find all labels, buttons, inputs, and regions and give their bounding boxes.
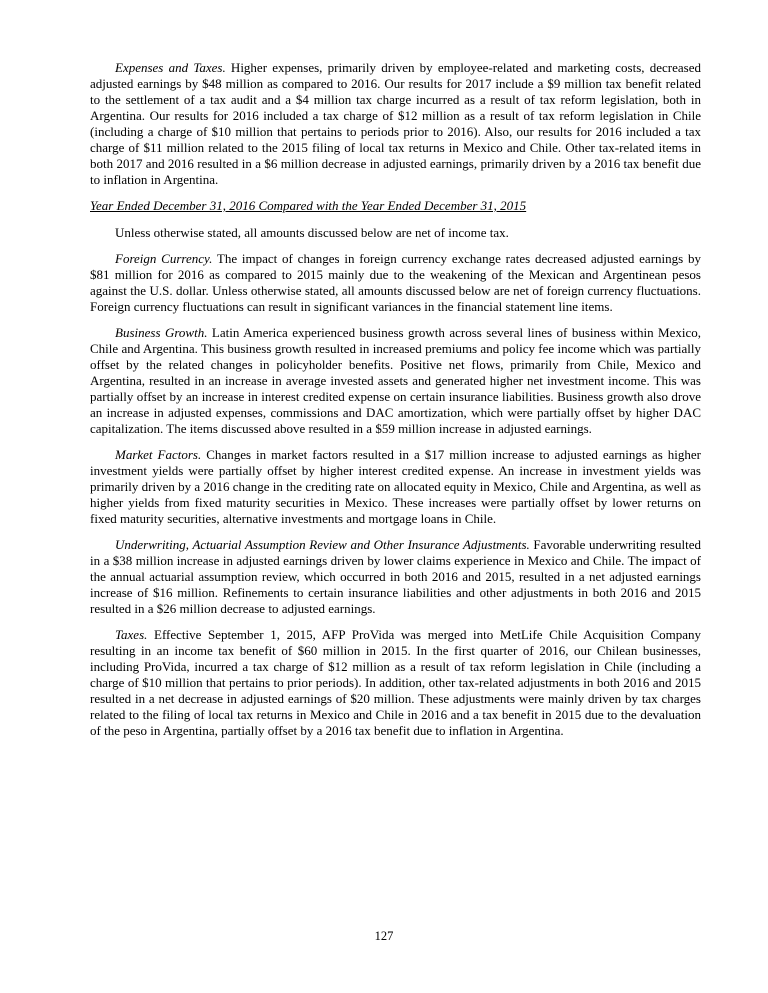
paragraph-taxes bbox=[90, 627, 701, 739]
section-heading: Year Ended December 31, 2016 Compared with the Year Ended December 31, 2015 bbox=[90, 198, 527, 213]
paragraph-body: Changes in market factors resulted in a $17 million increase to adjusted earnings as higher investment yields were partially offset by higher interest credited expense. An increase in investment yields was primarily driven by a 2016 change in the crediting rate on allocated equity in Mexico, Chile and Argentina, as well as higher yields from fixed maturity securities in Mexico. These increases were partially offset by lower returns on fixed maturity securities, alternative investments and mortgage loans in Chile. bbox=[90, 447, 702, 526]
paragraph-underwriting bbox=[90, 537, 701, 617]
page-content bbox=[90, 60, 701, 749]
paragraph-body: Higher expenses, primarily driven by employee-related and marketing costs, decreased adjusted earnings by $48 million as compared to 2016. Our results for 2017 include a $9 million tax benefit related to the settlement of a tax audit and a $4 million tax charge incurred as a result of tax reform legislation, both in Argentina. Our results for 2016 included a tax charge of $12 million as a result of tax reform legislation in Chile (including a charge of $10 million that pertains to periods prior to 2016). Also, our results for 2016 included a tax charge of $11 million related to the 2015 filing of local tax returns in Mexico and Chile. Other tax-related items in both 2017 and 2016 resulted in a $6 million decrease in adjusted earnings, primarily driven by a 2016 tax benefit due to inflation in Argentina. bbox=[90, 60, 701, 187]
paragraph-body: Unless otherwise stated, all amounts discussed below are net of income tax. bbox=[115, 225, 509, 240]
paragraph-body: Effective September 1, 2015, AFP ProVida was merged into MetLife Chile Acquisition Company resulting in an income tax benefit of $60 million in 2015. In the first quarter of 2016, our Chilean businesses, including ProVida, incurred a tax charge of $12 million as a result of tax reform legislation in Chile (including a charge of $10 million that pertains to prior periods). In addition, other tax-related adjustments in both 2016 and 2015 resulted in a net decrease in adjusted earnings of $20 million. These adjustments were mainly driven by tax charges related to the filing of local tax returns in Mexico and Chile in 2016 and a tax benefit in 2015 due to the devaluation of the peso in Argentina, partially offset by a 2016 tax benefit due to inflation in Argentina. bbox=[90, 627, 701, 738]
paragraph-net-of-income-tax bbox=[90, 225, 701, 241]
paragraph-body: The impact of changes in foreign currency exchange rates decreased adjusted earnings by $81 million for 2016 as compared to 2015 mainly due to the weakening of the Mexican and Argentinean pesos against the U.S. dollar. Unless otherwise stated, all amounts discussed below are net of foreign currency fluctuations. Foreign currency fluctuations can result in significant variances in the financial statement line items. bbox=[90, 251, 701, 314]
paragraph-lead: Business Growth. bbox=[115, 325, 208, 340]
paragraph-lead: Foreign Currency. bbox=[115, 251, 213, 266]
paragraph-lead: Taxes. bbox=[115, 627, 148, 642]
paragraph-lead: Market Factors. bbox=[115, 447, 202, 462]
paragraph-business-growth bbox=[90, 325, 701, 437]
paragraph-body: Latin America experienced business growth across several lines of business within Mexico, Chile and Argentina. This business growth resulted in increased premiums and policy fee income which was partially offset by the related changes in policyholder benefits. Positive net flows, primarily from Chile, Mexico and Argentina, resulted in an increase in average invested assets and generated higher net investment income. This was partially offset by an increase in interest credited expense on certain insurance liabilities. Business growth also drove an increase in adjusted expenses, commissions and DAC amortization, which were partially offset by higher DAC capitalization. The items discussed above resulted in a $59 million increase in adjusted earnings. bbox=[90, 325, 701, 436]
paragraph-lead: Expenses and Taxes. bbox=[115, 60, 226, 75]
paragraph-foreign-currency bbox=[90, 251, 701, 315]
paragraph-lead: Underwriting, Actuarial Assumption Review and Other Insurance Adjustments. bbox=[115, 537, 530, 552]
page-number: 127 bbox=[374, 929, 394, 943]
paragraph-market-factors bbox=[90, 447, 701, 527]
paragraph-body: Favorable underwriting resulted in a $38 million increase in adjusted earnings driven by lower claims experience in Mexico and Chile. The impact of the annual actuarial assumption review, which occurred in both 2016 and 2015, resulted in a net adjusted earnings increase of $16 million. Refinements to certain insurance liabilities and other adjustments in both 2016 and 2015 resulted in a $26 million decrease to adjusted earnings. bbox=[90, 537, 701, 616]
paragraph-expenses-and-taxes bbox=[90, 60, 701, 188]
